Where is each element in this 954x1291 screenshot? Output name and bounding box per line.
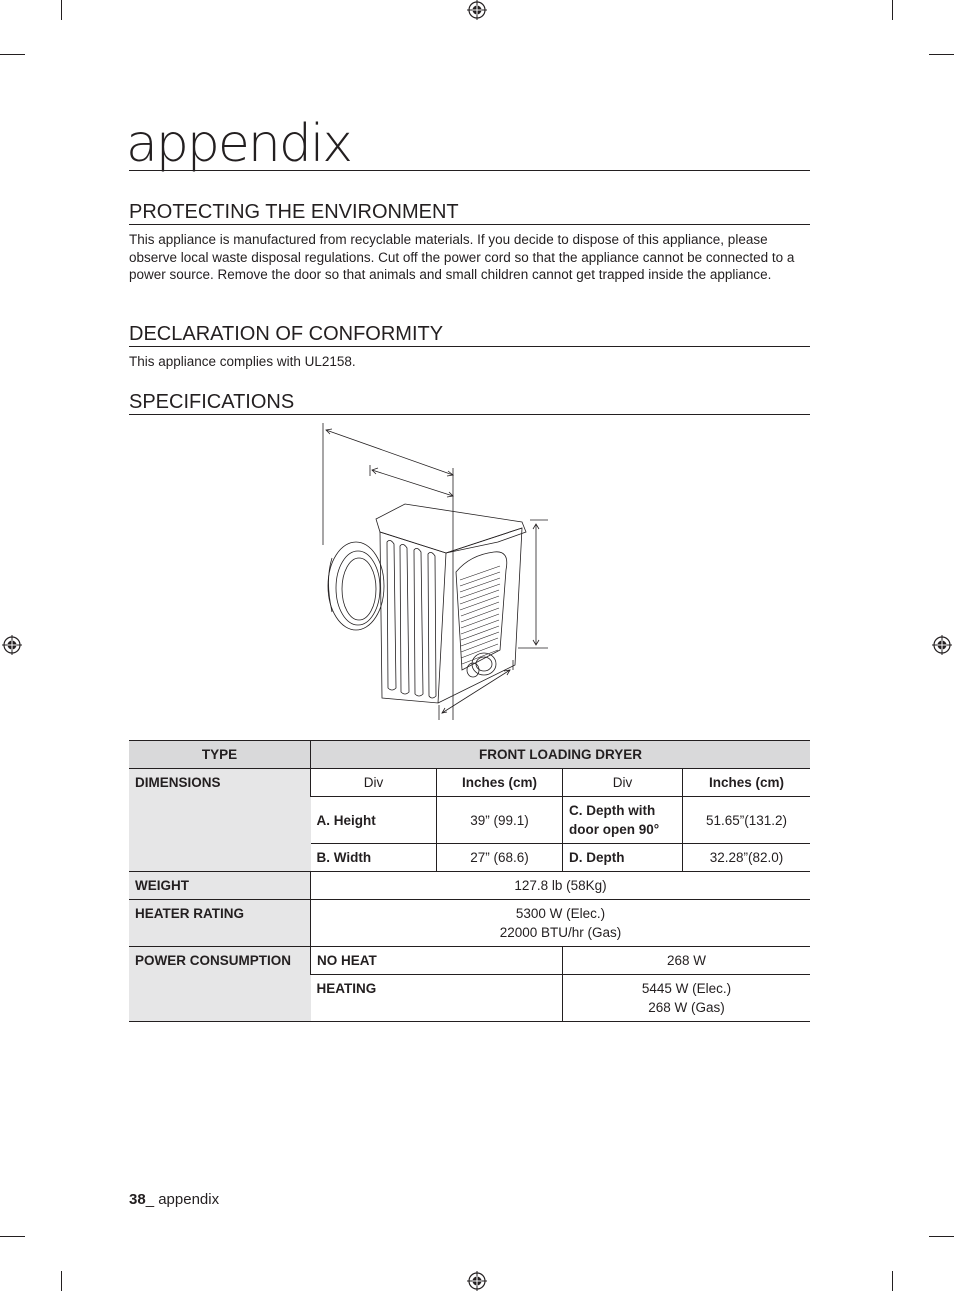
page-footer — [129, 1191, 219, 1208]
dim-label: B. Width — [311, 844, 437, 872]
dim-value: 27” (68.6) — [437, 844, 563, 872]
type-label: TYPE — [129, 741, 311, 769]
section-body: This appliance complies with UL2158. — [129, 354, 356, 369]
table-row-power — [129, 947, 810, 975]
specifications-table — [129, 740, 810, 1022]
power-mode-value — [563, 947, 811, 975]
dim-header-inches: Inches (cm) — [683, 769, 811, 797]
page-footer-label: _ appendix — [145, 1191, 220, 1208]
crop-mark — [61, 0, 62, 20]
crop-mark — [892, 1271, 893, 1291]
crop-mark — [929, 54, 954, 55]
dim-header-inches: Inches (cm) — [437, 769, 563, 797]
chapter-title — [126, 114, 810, 174]
section-heading: SPECIFICATIONS — [129, 390, 810, 415]
crop-mark — [0, 1236, 25, 1237]
table-row-heater — [129, 900, 810, 947]
power-mode-label: NO HEAT — [311, 947, 563, 975]
section-heading: DECLARATION OF CONFORMITY — [129, 322, 810, 347]
power-value-line: 268 W (Gas) — [648, 1000, 725, 1015]
dim-value: 39” (99.1) — [437, 797, 563, 844]
section-specifications — [129, 390, 810, 415]
crop-mark — [61, 1271, 62, 1291]
power-value-line: 268 W — [666, 953, 707, 968]
power-mode-value — [563, 975, 811, 1022]
weight-value: 127.8 lb (58Kg) — [311, 872, 811, 900]
section-conformity — [129, 322, 810, 371]
crop-mark — [892, 0, 893, 20]
dim-label: A. Height — [311, 797, 437, 844]
crop-mark — [929, 1236, 954, 1237]
dim-value: 32.28”(82.0) — [683, 844, 811, 872]
page-number: 38 — [129, 1191, 146, 1208]
type-value: FRONT LOADING DRYER — [311, 741, 811, 769]
dim-value: 51.65”(131.2) — [683, 797, 811, 844]
section-environment — [129, 200, 810, 284]
heater-value-line: 5300 W (Elec.) — [515, 906, 606, 921]
table-row-type — [129, 741, 810, 769]
registration-mark-icon — [2, 635, 22, 655]
weight-label: WEIGHT — [129, 872, 311, 900]
dim-label: D. Depth — [563, 844, 683, 872]
registration-mark-icon — [932, 635, 952, 655]
table-row-dimensions-header — [129, 769, 810, 797]
dim-header-div: Div — [563, 769, 683, 797]
dim-label: C. Depth with door open 90° — [563, 797, 683, 844]
table-row-weight — [129, 872, 810, 900]
power-label: POWER CONSUMPTION — [129, 947, 311, 1022]
front-loading-dryer-dimension-drawing — [310, 420, 550, 725]
heater-value-line: 22000 BTU/hr (Gas) — [499, 925, 622, 940]
crop-mark — [0, 54, 25, 55]
power-mode-label: HEATING — [311, 975, 563, 1022]
heater-label: HEATER RATING — [129, 900, 311, 947]
power-value-line: 5445 W (Elec.) — [641, 981, 732, 996]
section-heading: PROTECTING THE ENVIRONMENT — [129, 200, 810, 225]
section-body: This appliance is manufactured from recyclable materials. If you decide to dispose of this appliance, please observe local waste disposal regulations. Cut off the power cord so that the appliance cannot be connected to a power source. Remove the door so that animals and small children cannot get trapped inside the appliance. — [129, 232, 795, 282]
heater-value — [311, 900, 811, 947]
chapter-title-text: appendix — [126, 114, 352, 174]
registration-mark-icon — [467, 1271, 487, 1291]
dimensions-label: DIMENSIONS — [129, 769, 311, 872]
dim-header-div: Div — [311, 769, 437, 797]
registration-mark-icon — [467, 0, 487, 20]
